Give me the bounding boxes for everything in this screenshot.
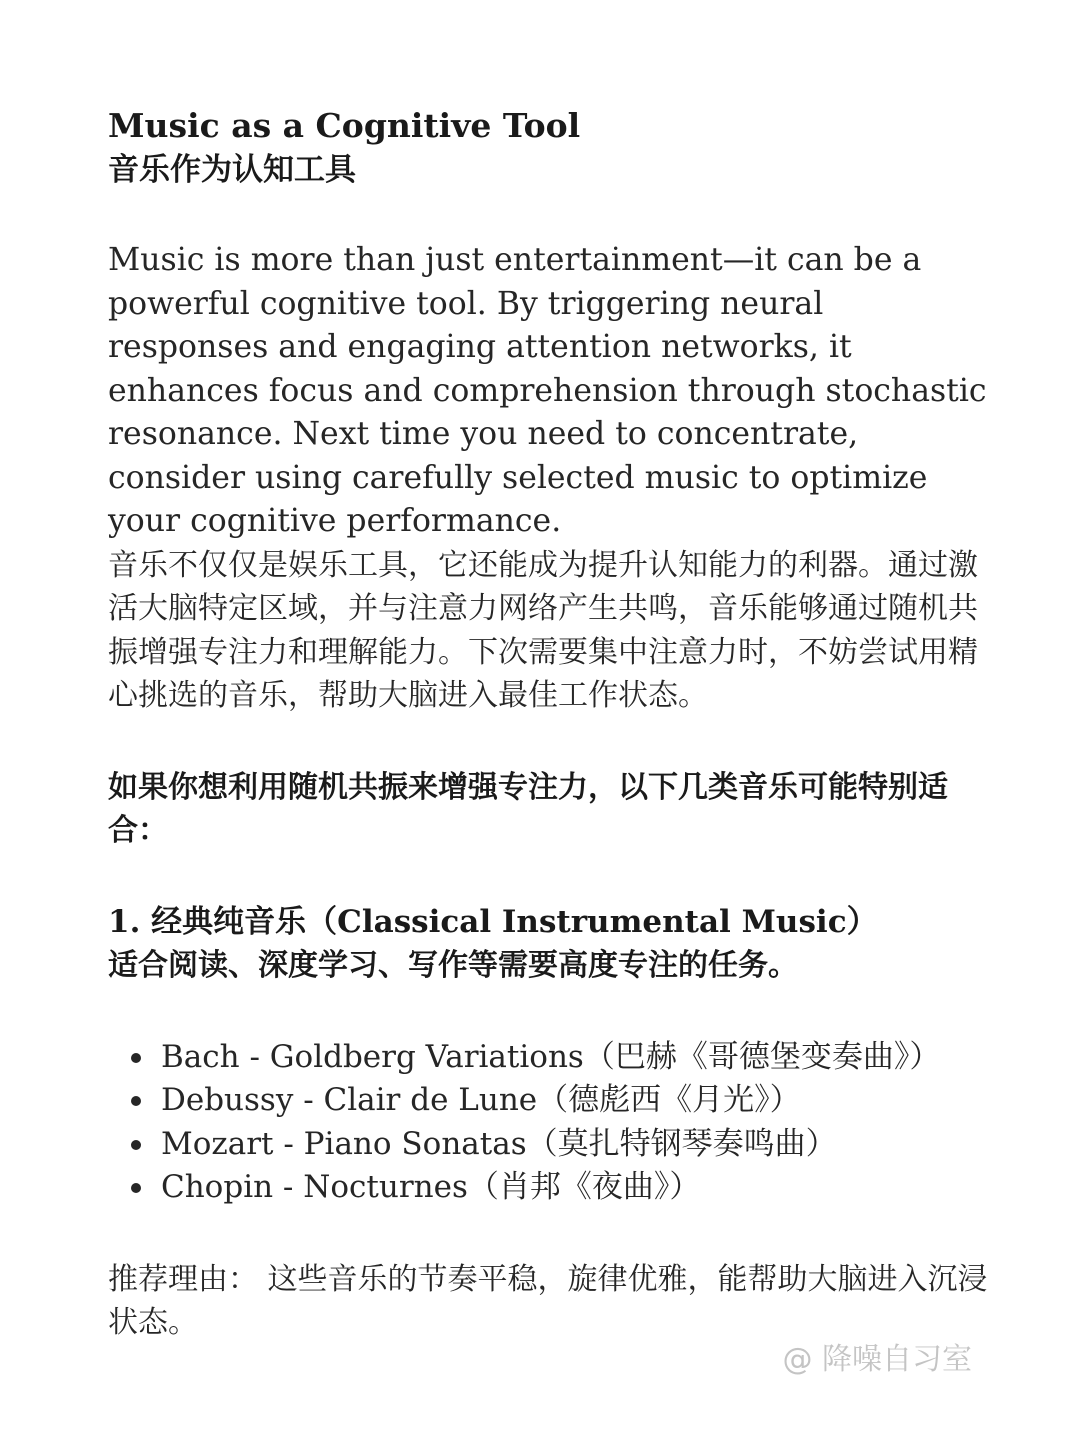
- title-chinese: 音乐作为认知工具: [108, 152, 356, 188]
- bullet-icon: [131, 1140, 141, 1150]
- title-english: Music as a Cognitive Tool: [108, 106, 581, 145]
- list-item: [161, 1166, 988, 1210]
- prompt-heading: 如果你想利用随机共振来增强专注力，以下几类音乐可能特别适合：: [108, 769, 948, 848]
- list-item: [161, 1079, 988, 1123]
- list-item-text: Bach - Goldberg Variations（巴赫《哥德堡变奏曲》）: [161, 1038, 941, 1075]
- bullet-icon: [131, 1096, 141, 1106]
- recommendation-reason: 推荐理由： 这些音乐的节奏平稳，旋律优雅，能帮助大脑进入沉浸状态。: [108, 1261, 988, 1340]
- list-item: [161, 1123, 988, 1167]
- watermark: @ 降噪自习室: [782, 1342, 972, 1377]
- section-subtitle: 适合阅读、深度学习、写作等需要高度专注的任务。: [108, 948, 798, 983]
- article: [108, 104, 988, 1375]
- bullet-icon: [131, 1183, 141, 1193]
- list-item: [161, 1036, 988, 1080]
- list-item-text: Debussy - Clair de Lune（德彪西《月光》）: [161, 1082, 801, 1118]
- list-item-text: Mozart - Piano Sonatas（莫扎特钢琴奏鸣曲）: [161, 1125, 837, 1162]
- list-item-text: Chopin - Nocturnes（肖邦《夜曲》）: [161, 1169, 701, 1205]
- section-title: 1. 经典纯音乐（Classical Instrumental Music）: [108, 903, 878, 940]
- intro-chinese: 音乐不仅仅是娱乐工具，它还能成为提升认知能力的利器。通过激活大脑特定区域，并与注意力网络产生共鸣，音乐能够通过随机共振增强专注力和理解能力。下次需要集中注意力时，不妨尝试用精心挑选的音乐，帮助大脑进入最佳工作状态。: [108, 547, 978, 713]
- bullet-icon: [131, 1053, 141, 1063]
- intro-english: Music is more than just entertainment—it can be a powerful cognitive tool. By triggering neural responses and engaging attention networks, it enhances focus and comprehension through stochastic resonance. Next time you need to concentrate, consider using carefully selected music to optimize your cognitive performance.: [108, 242, 987, 539]
- music-list: [108, 1036, 988, 1210]
